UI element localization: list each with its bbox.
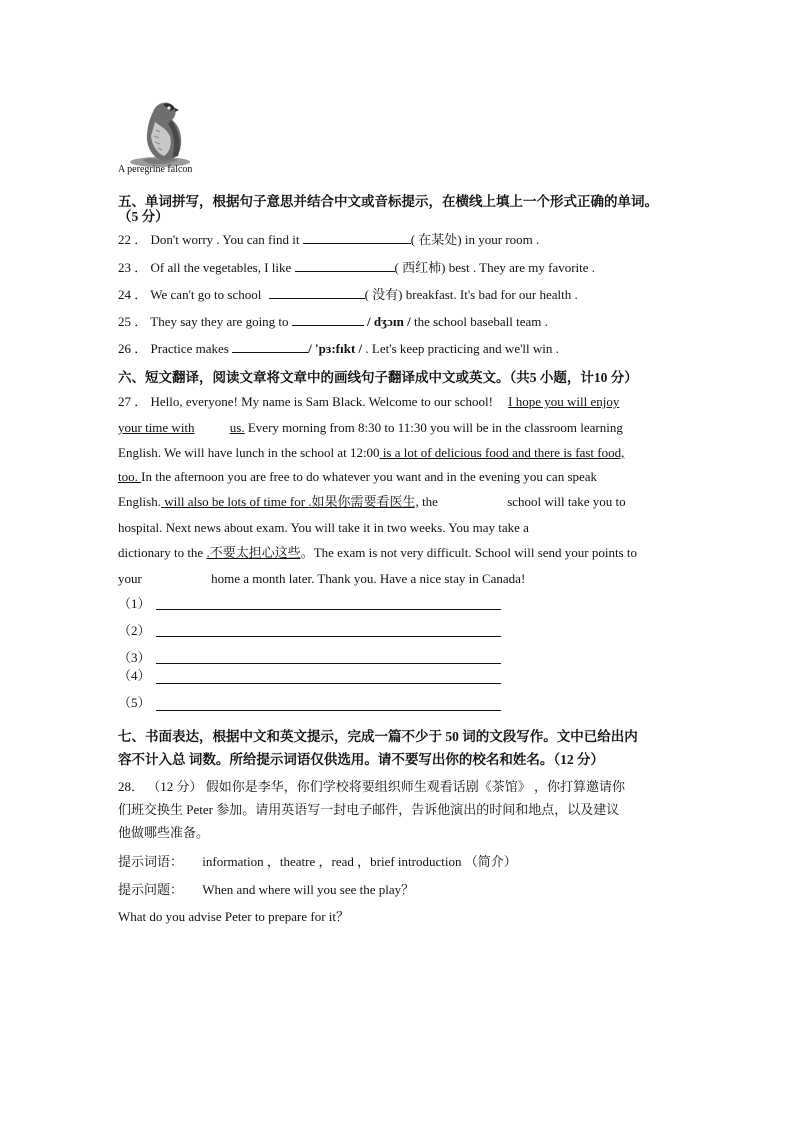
underlined-sentence-1: us. — [229, 420, 245, 435]
passage-line-2 — [118, 420, 623, 436]
section7-heading-line1: 七、书面表达，根据中文和英文提示，完成一篇不少于 50 词的文段写作。文中已给出内 — [118, 729, 638, 744]
underlined-sentence-2: is a lot of delicious food and there is fast food, — [379, 445, 625, 460]
question-text-end: in your room . — [461, 232, 540, 247]
question-25 — [118, 313, 548, 330]
underlined-sentence-4: .如果你需要看医生, — [308, 494, 419, 509]
answer-line-4[interactable] — [156, 683, 501, 684]
question-text: Practice makes — [150, 341, 229, 356]
answer-line-1[interactable] — [156, 609, 501, 610]
passage-text: your — [118, 571, 142, 586]
answer-blank-22[interactable] — [303, 231, 411, 244]
passage-line-7 — [118, 545, 637, 561]
answer-blank-26[interactable] — [232, 340, 308, 353]
question-text: We can't go to school — [150, 287, 262, 302]
answer-line-2[interactable] — [156, 636, 501, 637]
underlined-sentence-1: your time with — [118, 420, 195, 435]
phonetic-hint: / dʒɔɪn / — [363, 314, 411, 329]
passage-text: Every morning from 8:30 to 11:30 you will be in the classroom learning — [244, 420, 623, 435]
passage-text: 27 ． Hello, everyone! My name is Sam Black. Welcome to our school! — [118, 394, 493, 409]
q28-line-1: 28． （12 分） 假如你是李华，你们学校将要组织师生观看话剧《茶馆》 ，你打算邀请你 — [118, 779, 626, 794]
question-number: 25 ． — [118, 314, 148, 329]
question-text-end: . Let's keep practicing and we'll win . — [362, 341, 559, 356]
keywords-row — [118, 854, 517, 870]
passage-text: English. We will have lunch in the school at 12:00 — [118, 445, 380, 460]
section6-heading: 六、短文翻译，阅读文章将文章中的画线句子翻译成中文或英文。（共5 小题，计10 分） — [118, 370, 638, 385]
question-text: They say they are going to — [150, 314, 289, 329]
questions-label: 提示问题： — [118, 882, 184, 897]
passage-text: the — [418, 494, 438, 509]
passage-text: English. — [118, 494, 161, 509]
q28-line-2: 们班交换生 Peter 参加。请用英语写一封电子邮件，告诉他演出的时间和地点，以及建议 — [118, 802, 620, 817]
passage-text: 。The exam is not very difficult. School will send your points to — [300, 545, 637, 560]
passage-text: In the afternoon you are free to do whatever you want and in the evening you can speak — [141, 469, 598, 484]
image-caption: A peregrine falcon — [118, 164, 193, 175]
answer-line-3[interactable] — [156, 663, 501, 664]
question-text-end: breakfast. It's bad for our health . — [402, 287, 578, 302]
passage-line-1 — [118, 394, 619, 410]
questions-row — [118, 882, 414, 898]
question-text-end: the school baseball team . — [410, 314, 548, 329]
question-24 — [118, 286, 578, 303]
underlined-sentence-2: too. — [118, 469, 142, 484]
passage-line-5 — [118, 494, 626, 510]
section5-heading-line2: （5 分） — [118, 209, 169, 224]
question-number: 24 ． — [118, 287, 148, 302]
question-23 — [118, 259, 595, 276]
question-number: 22 ． — [118, 232, 148, 247]
underlined-sentence-3: will also be lots of time for — [160, 494, 309, 509]
question-22 — [118, 231, 539, 248]
question-number: 26 ． — [118, 341, 148, 356]
passage-text: home a month later. Thank you. Have a nice stay in Canada! — [211, 571, 526, 586]
answer-blank-23[interactable] — [295, 259, 395, 272]
answer-blank-24[interactable] — [269, 286, 365, 299]
answer-line-5[interactable] — [156, 710, 501, 711]
question-text: Don't worry . You can find it — [150, 232, 300, 247]
question-text-end: best . They are my favorite . — [445, 260, 596, 275]
chinese-hint: ( 在某处) — [410, 232, 462, 247]
chinese-hint: ( 没有) — [364, 287, 403, 302]
underlined-sentence-5: .不要太担心这些 — [206, 545, 301, 560]
answer-label-2: （2） — [118, 623, 151, 638]
underlined-sentence-1: I hope you will enjoy — [508, 394, 620, 409]
phonetic-hint: / 'pɜ:fɪkt / — [308, 341, 363, 356]
passage-line-3 — [118, 445, 624, 461]
prompt-question-1: When and where will you see the play？ — [202, 882, 415, 897]
answer-label-5: （5） — [118, 695, 151, 710]
section5-heading-line1: 五、单词拼写，根据句子意思并结合中文或音标提示，在横线上填上一个形式正确的单词。 — [118, 194, 658, 209]
answer-label-1: （1） — [118, 596, 151, 611]
question-text: Of all the vegetables, I like — [150, 260, 292, 275]
q28-line-3: 他做哪些准备。 — [118, 825, 210, 840]
prompt-question-2: What do you advise Peter to prepare for it？ — [118, 909, 350, 924]
chinese-hint: ( 西红柿) — [394, 260, 446, 275]
passage-line-6: hospital. Next news about exam. You will take it in two weeks. You may take a — [118, 520, 529, 535]
keywords-text: information ，theatre ，read ，brief introduction （简介） — [202, 854, 517, 869]
passage-line-8 — [118, 571, 525, 587]
section7-heading-line2: 容不计入总 词数。所给提示词语仅供选用。请不要写出你的校名和姓名。（12 分） — [118, 752, 604, 767]
answer-blank-25[interactable] — [292, 313, 364, 326]
answer-label-4: （4） — [118, 668, 151, 683]
passage-text: dictionary to the — [118, 545, 207, 560]
passage-line-4 — [118, 469, 597, 485]
passage-text: school will take you to — [507, 494, 626, 509]
answer-label-3: （3） — [118, 650, 151, 665]
keywords-label: 提示词语： — [118, 854, 184, 869]
question-26 — [118, 340, 559, 357]
question-number: 23 ． — [118, 260, 148, 275]
